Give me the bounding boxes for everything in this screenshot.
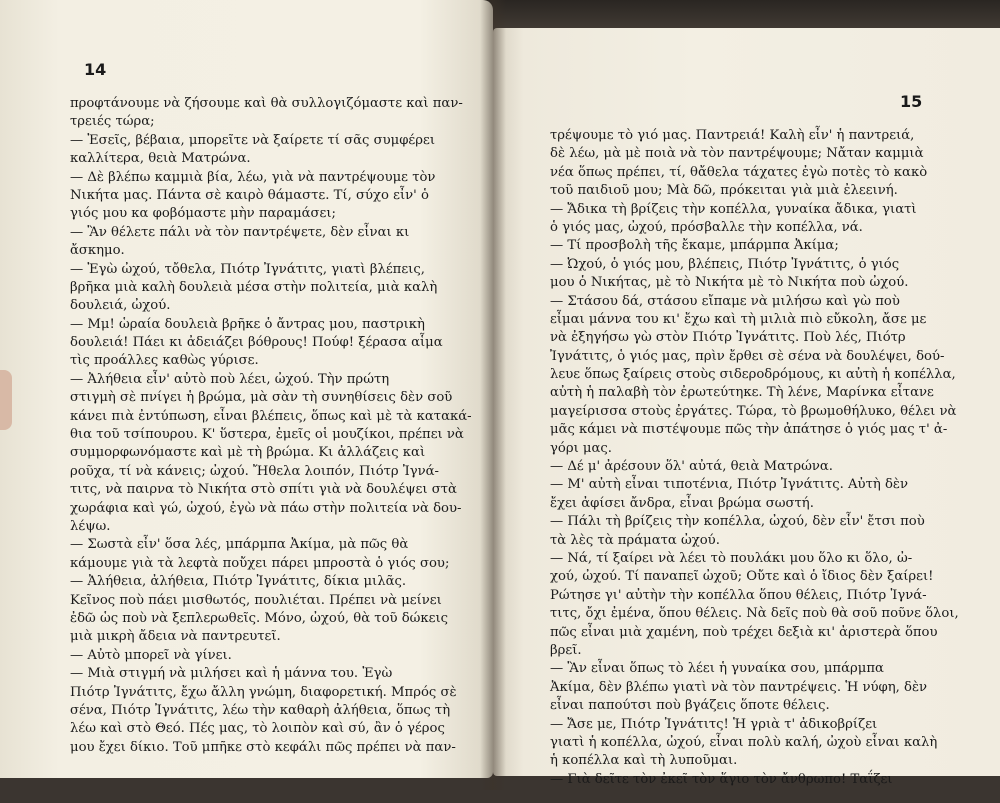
text-line: εἶμαι μάννα του κι' ἔχω καὶ τὴ μιλιὰ πιὸ εὔκολη, ἄσε με	[550, 311, 927, 327]
text-line: συμμορφωνόμαστε καὶ μὲ τὴ βρώμα. Κι ἀλλάζεις καὶ	[70, 445, 426, 461]
text-line: — Μιὰ στιγμή νὰ μιλήσει καὶ ἡ μάννα του. Ἐγὼ	[70, 666, 393, 682]
text-line: ὁ γιός μας, ὠχού, πρόσβαλλε τὴν κοπέλλα, νά.	[550, 219, 863, 235]
text-line: δὲ λέω, μὰ μὲ ποιὰ νὰ τὸν παντρέψουμε; Νἄταν καμμιὰ	[550, 146, 924, 162]
text-line: ροῦχα, τί νὰ κάνεις; ὠχού. Ἤθελα λοιπόν, Πιότρ Ἰγνά-	[70, 463, 440, 479]
text-line: — Στάσου δά, στάσου εἴπαμε νὰ μιλήσω καὶ γὼ ποὺ	[550, 293, 900, 309]
text-line: Νικήτα μας. Πάντα σὲ καιρὸ θάμαστε. Τί, σύχο εἶν' ὁ	[70, 187, 429, 203]
text-line: μᾶς κάμει νὰ πιστέψουμε πῶς τὴν ἀπάτησε ὁ γιός μας τ' ἀ-	[550, 422, 948, 438]
text-line: γόρι μας.	[550, 440, 612, 456]
text-line: τρειές τώρα;	[70, 114, 155, 130]
text-line: ἔχει ἀφίσει ἄνδρα, εἶναι βρώμα σωστή.	[550, 495, 814, 511]
text-line: — Σωστὰ εἶν' ὅσα λές, μπάρμπα Ἀκίμα, μὰ πῶς θὰ	[70, 537, 409, 553]
text-line: κάμουμε γιὰ τὰ λεφτὰ ποὔχει πάρει μπροστὰ ὁ γιός σου;	[70, 555, 450, 571]
text-line: — Ἐγὼ ὠχού, τὄθελα, Πιότρ Ἰγνάτιτς, γιατὶ βλέπεις,	[70, 261, 425, 277]
text-line: κάνει πιὰ ἐντύπωση, εἶναι βλέπεις, ὅπως καὶ μὲ τὰ κατακά-	[70, 408, 472, 424]
text-line: σένα, Πιότρ Ἰγνάτιτς, λέω τὴν καθαρὴ ἀλήθεια, ὅπως τὴ	[70, 702, 451, 718]
text-line: μου ὁ Νικήτας, μὲ τὸ Νικήτα μὲ τὸ Νικήτα ποὺ ὠχού.	[550, 275, 909, 291]
text-line: — Μ' αὐτὴ εἶναι τιποτένια, Πιότρ Ἰγνάτιτς. Αὐτὴ δὲν	[550, 477, 908, 493]
text-line: νὰ ἐξηγήσω γὼ στὸν Πιότρ Ἰγνάτιτς. Ποὺ λές, Πιότρ	[550, 330, 906, 346]
text-line: τιτς, ὄχι ἐμένα, ὅπου θέλεις. Νὰ δεῖς ποὺ θὰ σοῦ πoῦνε ὅλοι,	[550, 606, 959, 622]
text-line: βρῆκα μιὰ καλὴ δουλειὰ μέσα στὴν πολιτεία, μιὰ καλὴ	[70, 279, 438, 295]
text-line: χού, ὠχού. Τί παναπεῖ ὠχοῦ; Οὔτε καὶ ὁ ἴδιος δὲν ξαίρει!	[550, 569, 934, 585]
text-line: — Ἄσε με, Πιότρ Ἰγνάτιτς! Ἡ γριὰ τ' ἀδικοβρίζει	[550, 716, 878, 732]
text-line: — Ἐσεῖς, βέβαια, μπορεῖτε νὰ ξαίρετε τί σᾶς συμφέρει	[70, 132, 436, 148]
right-page-text	[550, 127, 959, 789]
text-line: — Δὲ βλέπω καμμιὰ βία, λέω, γιὰ νὰ παντρέψουμε τὸν	[70, 169, 436, 185]
text-line: Ἀκίμα, δὲν βλέπω γιατὶ νὰ τὸν παντρέψεις. Ἡ νύφη, δὲν	[550, 679, 928, 695]
text-line: καλλίτερα, θειὰ Ματρώνα.	[70, 151, 251, 167]
text-line: ἄσκημο.	[70, 243, 125, 259]
text-line: λέω καὶ στὸ Θεό. Πές μας, τὸ λοιπὸν καὶ σύ, ἂν ὁ γέρος	[70, 721, 445, 737]
text-line: τὰ λὲς τὰ πράματα ὠχού.	[550, 532, 720, 548]
text-line: — Αὐτὸ μπορεῖ νὰ γίνει.	[70, 647, 232, 663]
text-line: γιός μου κα φοβόμαστε μὴν παραμάσει;	[70, 206, 336, 222]
text-line: Πιότρ Ἰγνάτιτς, ἔχω ἄλλη γνώμη, διαφορετική. Μπρός σὲ	[70, 684, 457, 700]
book-gutter	[480, 0, 506, 790]
text-line: — Νά, τί ξαίρει νὰ λέει τὸ πουλάκι μου ὅλο κι ὅλο, ὠ-	[550, 550, 913, 566]
left-page	[0, 0, 493, 778]
text-line: μιὰ μικρὴ ἄδεια νὰ παντρευτεῖ.	[70, 629, 281, 645]
text-line: — Γιὰ δεῖτε τὸν ἐκεῖ τὸν ἅγιο τὸν ἄνθρωπο! Ταΐζει	[550, 771, 893, 787]
text-line: μου ἔχει δίκιο. Τοῦ μπῆκε στὸ κεφάλι πῶς πρέπει νὰ παν-	[70, 739, 456, 755]
text-line: ἡ κοπέλλα καὶ τὴ λυποῦμαι.	[550, 753, 738, 769]
thumb	[0, 370, 12, 430]
left-page-number: 14	[84, 60, 107, 79]
text-line: προφτάνουμε νὰ ζήσουμε καὶ θὰ συλλογιζόμαστε καὶ παν-	[70, 96, 463, 111]
text-line: Ἰγνάτιτς, ὁ γιός μας, πρὶν ἔρθει σὲ σένα νὰ δουλέψει, δού-	[550, 348, 945, 364]
text-line: τοῦ παιδιοῦ μου; Μὰ δῶ, πρόκειται γιὰ μιὰ ἐλεεινή.	[550, 183, 898, 199]
text-line: λευε ὅπως ξαίρεις στοὺς σιδεροδρόμους, κι αὐτὴ ἡ κοπέλλα,	[550, 367, 956, 383]
text-line: — Τί προσβολὴ τῆς ἔκαμε, μπάρμπα Ἀκίμα;	[550, 238, 839, 254]
text-line: βρεῖ.	[550, 642, 582, 658]
text-line: τὶς προάλλες καθὼς γύρισε.	[70, 353, 259, 369]
text-line: Ρώτησε γι' αὐτὴν τὴν κοπέλλα ὅπου θέλεις, Πιότρ Ἰγνά-	[550, 587, 927, 603]
text-line: — Ἄδικα τὴ βρίζεις τὴν κοπέλλα, γυναίκα ἄδικα, γιατὶ	[550, 201, 917, 217]
text-line: μαγείρισσα στοὺς ἐργάτες. Τώρα, τὸ βρωμοθήλυκο, θέλει νὰ	[550, 403, 957, 419]
text-line: — Δέ μ' ἀρέσουν ὅλ' αὐτά, θειὰ Ματρώνα.	[550, 459, 833, 475]
text-line: γιατὶ ἡ κοπέλλα, ὠχού, εἶναι πολὺ καλή, ὠχοὺ εἶναι καλὴ	[550, 734, 938, 750]
text-line: ἐδῶ ὡς ποὺ νὰ ξεπλερωθεῖς. Μόνο, ὠχού, θὰ τοῦ δώκεις	[70, 610, 449, 626]
text-line: — Ὠχού, ὁ γιός μου, βλέπεις, Πιότρ Ἰγνάτιτς, ὁ γιός	[550, 256, 900, 272]
text-line: — Πάλι τὴ βρίζεις τὴν κοπέλλα, ὠχού, δὲν εἶν' ἔτσι ποὺ	[550, 514, 925, 530]
text-line: τιτς, νὰ παιρνα τὸ Νικήτα στὸ σπίτι γιὰ νὰ δουλέψει στὰ	[70, 482, 457, 498]
text-line: — Ἀλήθεια εἶν' αὐτὸ ποὺ λέει, ὠχού. Τὴν πρώτη	[70, 371, 390, 387]
text-line: χωράφια καὶ γώ, ὠχού, ἐγὼ νὰ πάω στὴν πολιτεία νὰ δου-	[70, 500, 462, 516]
text-line: — Ἂν θέλετε πάλι νὰ τὸν παντρέψετε, δὲν εἶναι κι	[70, 224, 410, 240]
right-page-number: 15	[900, 92, 923, 111]
text-line: δουλειά, ὠχού.	[70, 298, 171, 314]
right-page	[493, 28, 1000, 787]
text-line: στιγμὴ σὲ πνίγει ἡ βρώμα, μὰ σὰν τὴ συνηθίσεις δὲν σοῦ	[70, 390, 453, 406]
text-line: πῶς εἶναι μιὰ χαμένη, ποὺ τρέχει δεξιὰ κι' ἀριστερὰ ὅπου	[550, 624, 938, 640]
text-line: τρέψουμε τὸ γιό μας. Παντρειά! Καλὴ εἶν' ἡ παντρειά,	[550, 128, 915, 143]
text-line: δουλειά! Πάει κι ἀδειάζει βόθρους! Πούφ! ξέρασα αἷμα	[70, 335, 443, 351]
left-page-text	[70, 95, 470, 757]
text-line: — Ἂν εἶναι ὅπως τὸ λέει ἡ γυναίκα σου, μπάρμπα	[550, 661, 884, 677]
text-line: — Μμ! ὡραία δουλειὰ βρῆκε ὁ ἄντρας μου, παστρικὴ	[70, 316, 425, 332]
text-line: — Ἀλήθεια, ἀλήθεια, Πιότρ Ἰγνάτιτς, δίκια μιλᾶς.	[70, 574, 407, 590]
text-line: νέα ὅπως πρέπει, τί, θἄθελα τάχατες ἐγὼ ποτὲς τὸ κακὸ	[550, 164, 928, 180]
text-line: θια τοῦ τσίπουρου. Κ' ὕστερα, ἐμεῖς οἱ μουζίκοι, πρέπει νὰ	[70, 427, 464, 443]
text-line: αὐτὴ ἡ παλαβὴ τὸν ἐρωτεύτηκε. Τὴ λένε, Μαρίνκα εἶτανε	[550, 385, 934, 401]
text-line: Κεῖνος ποὺ πάει μισθωτός, πουλιέται. Πρέπει νὰ μείνει	[70, 592, 442, 608]
text-line: λέψω.	[70, 518, 111, 534]
text-line: εἶναι παπούτσι ποὺ βγάζεις ὅποτε θέλεις.	[550, 698, 830, 714]
